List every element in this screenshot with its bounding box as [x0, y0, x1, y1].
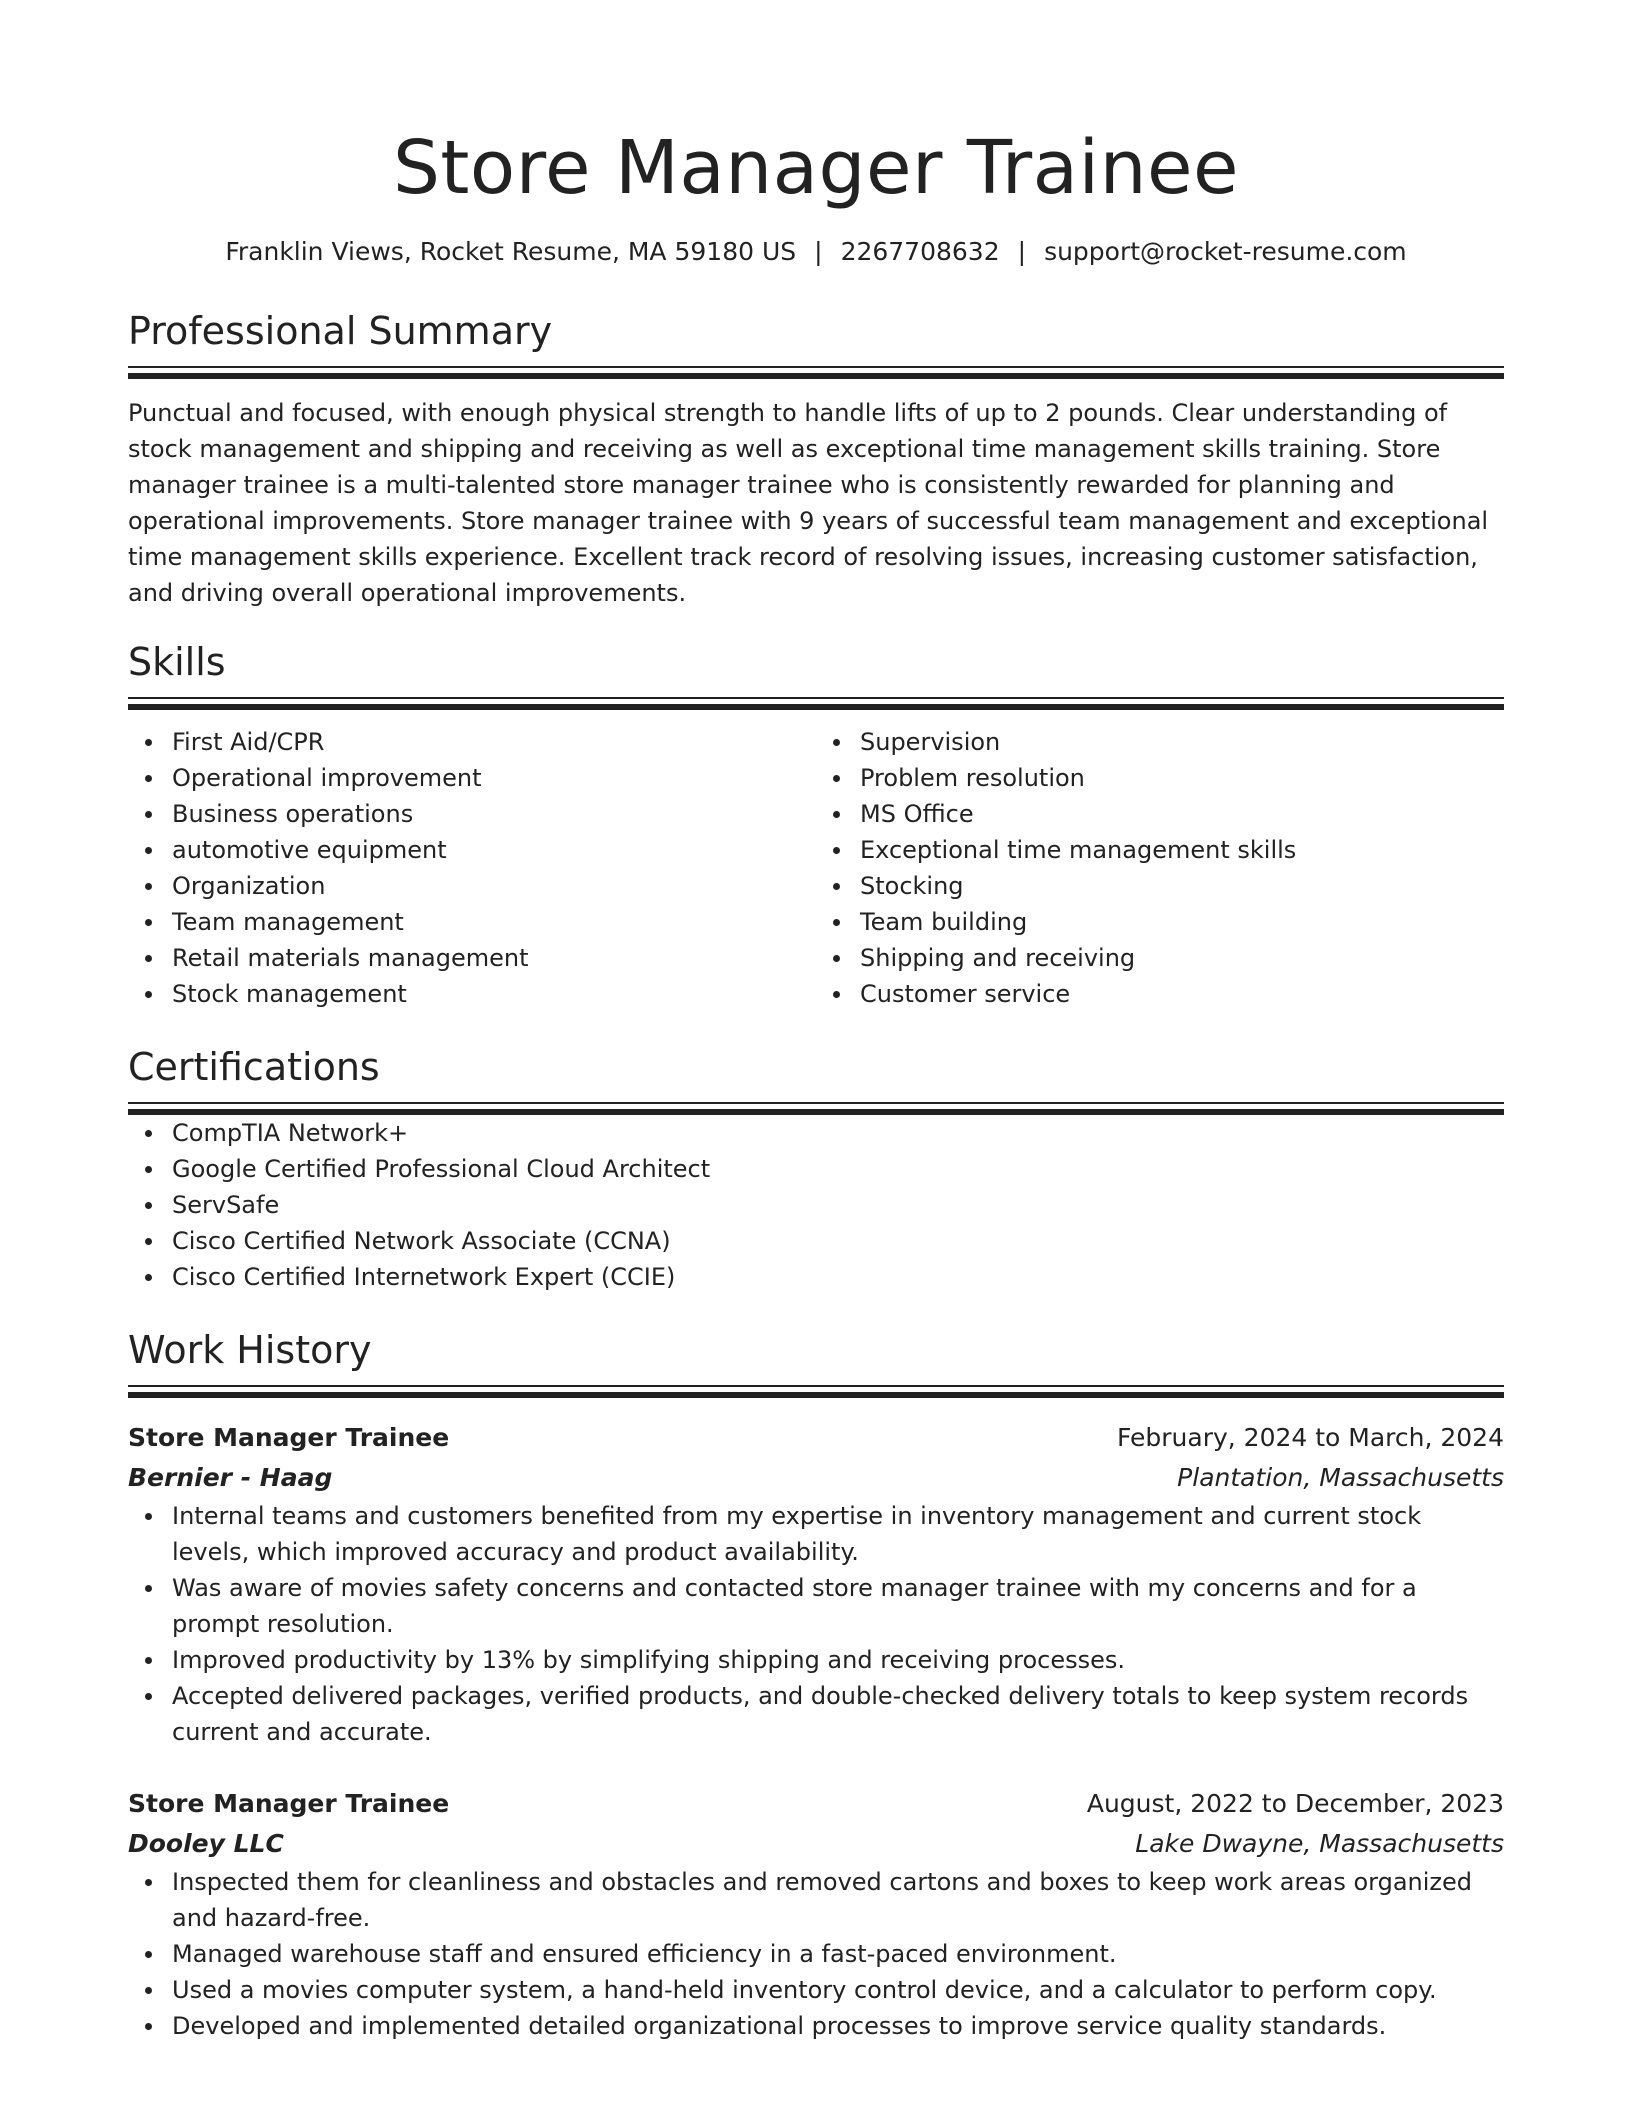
- contact-address: Franklin Views, Rocket Resume, MA 59180 US: [225, 237, 797, 266]
- contact-line: [128, 234, 1504, 270]
- skills-grid: [128, 724, 1504, 1012]
- job-duty-item: Improved productivity by 13% by simplifying shipping and receiving processes.: [172, 1642, 1504, 1678]
- skill-item: Supervision: [860, 724, 1504, 760]
- skills-column-left: [128, 724, 816, 1012]
- skill-item: First Aid/CPR: [172, 724, 816, 760]
- section-title-skills: Skills: [128, 640, 226, 684]
- job-entry: [128, 1784, 1504, 2044]
- contact-email: support@rocket-resume.com: [1044, 237, 1407, 266]
- job-location: Plantation, Massachusetts: [1177, 1463, 1504, 1492]
- job-dates: August, 2022 to December, 2023: [1086, 1789, 1504, 1818]
- job-duty-item: Managed warehouse staff and ensured efficiency in a fast-paced environment.: [172, 1936, 1504, 1972]
- skill-item: Team building: [860, 904, 1504, 940]
- section-divider: [128, 1102, 1504, 1115]
- certifications-section: [128, 1042, 1504, 1295]
- job-header-row: [128, 1418, 1504, 1458]
- summary-section: [128, 306, 1504, 611]
- skill-item: Problem resolution: [860, 760, 1504, 796]
- section-divider: [128, 366, 1504, 379]
- section-title-work-history: Work History: [128, 1328, 372, 1372]
- contact-separator: |: [1017, 237, 1027, 266]
- job-company: Dooley LLC: [128, 1829, 284, 1858]
- skills-column-right: [816, 724, 1504, 1012]
- job-entry: [128, 1418, 1504, 1750]
- job-location: Lake Dwayne, Massachusetts: [1135, 1829, 1504, 1858]
- skills-list-right: [816, 724, 1504, 1012]
- job-title: Store Manager Trainee: [128, 1423, 450, 1452]
- skill-item: Shipping and receiving: [860, 940, 1504, 976]
- section-title-summary: Professional Summary: [128, 309, 553, 353]
- skill-item: Team management: [172, 904, 816, 940]
- job-duty-item: Internal teams and customers benefited from my expertise in inventory management and current stock levels, which improved accuracy and product availability.: [172, 1498, 1504, 1570]
- certification-item: CompTIA Network+: [172, 1115, 1504, 1151]
- skill-item: automotive equipment: [172, 832, 816, 868]
- contact-separator: |: [814, 237, 823, 266]
- skill-item: Exceptional time management skills: [860, 832, 1504, 868]
- skills-section: [128, 637, 1504, 1012]
- summary-text: Punctual and focused, with enough physical strength to handle lifts of up to 2 pounds. Clear understanding of stock management and shipping and receiving as well as exceptional time management skills training. Store manager trainee is a multi-talented store manager trainee who is consistently rewarded for planning and operational improvements. Store manager trainee with 9 years of successful team management and exceptional time management skills experience. Excellent track record of resolving issues, increasing customer satisfaction, and driving overall operational improvements.: [128, 399, 1489, 607]
- section-divider: [128, 1385, 1504, 1398]
- job-company-row: [128, 1458, 1504, 1498]
- job-duties-list: [128, 1864, 1504, 2044]
- skill-item: Business operations: [172, 796, 816, 832]
- section-divider: [128, 697, 1504, 710]
- contact-phone: 2267708632: [840, 237, 1000, 266]
- certification-item: Cisco Certified Network Associate (CCNA): [172, 1223, 1504, 1259]
- certification-item: ServSafe: [172, 1187, 1504, 1223]
- job-duties-list: [128, 1498, 1504, 1750]
- job-duty-item: Inspected them for cleanliness and obstacles and removed cartons and boxes to keep work areas organized and hazard-free.: [172, 1864, 1504, 1936]
- skill-item: Organization: [172, 868, 816, 904]
- skill-item: Stocking: [860, 868, 1504, 904]
- section-title-certifications: Certifications: [128, 1045, 380, 1089]
- skill-item: Stock management: [172, 976, 816, 1012]
- job-duty-item: Used a movies computer system, a hand-held inventory control device, and a calculator to perform copy.: [172, 1972, 1504, 2008]
- skill-item: Retail materials management: [172, 940, 816, 976]
- job-header-row: [128, 1784, 1504, 1824]
- candidate-name: Store Manager Trainee: [392, 125, 1240, 211]
- work-history-section: [128, 1325, 1504, 2044]
- skills-list-left: [128, 724, 816, 1012]
- certification-item: Google Certified Professional Cloud Architect: [172, 1151, 1504, 1187]
- job-company-row: [128, 1824, 1504, 1864]
- job-duty-item: Accepted delivered packages, verified products, and double-checked delivery totals to keep system records current and accurate.: [172, 1678, 1504, 1750]
- job-dates: February, 2024 to March, 2024: [1116, 1423, 1504, 1452]
- job-duty-item: Was aware of movies safety concerns and contacted store manager trainee with my concerns and for a prompt resolution.: [172, 1570, 1504, 1642]
- job-duty-item: Developed and implemented detailed organizational processes to improve service quality standards.: [172, 2008, 1504, 2044]
- skill-item: MS Office: [860, 796, 1504, 832]
- job-company: Bernier - Haag: [128, 1463, 333, 1492]
- skill-item: Customer service: [860, 976, 1504, 1012]
- job-title: Store Manager Trainee: [128, 1789, 450, 1818]
- skill-item: Operational improvement: [172, 760, 816, 796]
- certifications-list: [128, 1115, 1504, 1295]
- certification-item: Cisco Certified Internetwork Expert (CCIE): [172, 1259, 1504, 1295]
